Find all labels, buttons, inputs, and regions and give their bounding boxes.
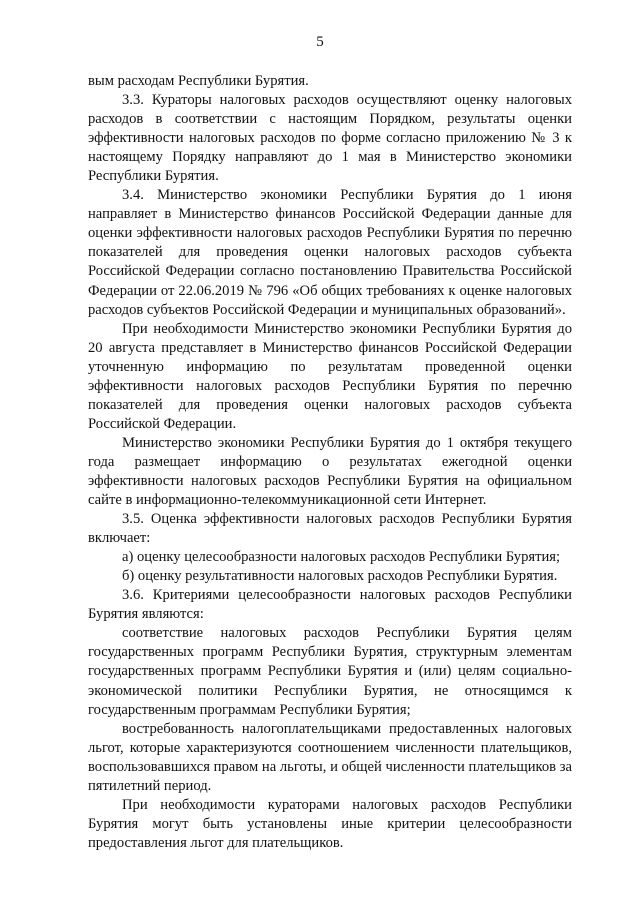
list-item-a: а) оценку целесообразности налоговых расходов Республики Бурятия; (122, 549, 561, 566)
document-body (88, 72, 572, 853)
paragraph-3-3: 3.3. Кураторы налоговых расходов осуществляют оценку налоговых расходов в соответствии с настоящим Порядком, результаты оценки эффективности налоговых расходов по форме согласно приложению № 3 к настоящему Порядку направляют до 1 мая в Министерство экономики Республики Бурятия. (88, 92, 572, 185)
criterion-demand: востребованность налогоплательщиками предоставленных налоговых льгот, которые характеризуются соотношением численности плательщиков, воспользовавшихся правом на льготы, и общей численности плательщиков за пятилетний период. (88, 720, 572, 794)
paragraph-3-5: 3.5. Оценка эффективности налоговых расходов Республики Бурятия включает: (88, 511, 572, 547)
paragraph-3-6: 3.6. Критериями целесообразности налоговых расходов Республики Бурятия являются: (88, 587, 572, 623)
paragraph-other-criteria: При необходимости кураторами налоговых расходов Республики Бурятия могут быть установлены иные критерии целесообразности предоставления льгот для плательщиков. (88, 796, 572, 851)
paragraph-clarification: При необходимости Министерство экономики Республики Бурятия до 20 августа представляет в Министерство финансов Российской Федерации уточненную информацию по результатам проведенной оценки эффективности налоговых расходов Республики Бурятия по перечню показателей для проведения оценки налоговых расходов субъекта Российской Федерации. (88, 320, 572, 432)
paragraph-publication: Министерство экономики Республики Бурятия до 1 октября текущего года размещает информацию о результатах ежегодной оценки эффективности налоговых расходов Республики Бурятия на официальном сайте в информационно-телекоммуникационной сети Интернет. (88, 434, 572, 509)
criterion-goals: соответствие налоговых расходов Республики Бурятия целям государственных программ Республики Бурятия, структурным элементам государственных программ Республики Бурятия и (или) целям социально-экономической политики Республики Бурятия, не относящимся к государственным программам Республики Бурятия; (88, 625, 572, 718)
page-number: 5 (316, 34, 324, 50)
list-item-b: б) оценку результативности налоговых расходов Республики Бурятия. (122, 568, 558, 585)
paragraph-continuation: вым расходам Республики Бурятия. (88, 73, 309, 89)
paragraph-3-4: 3.4. Министерство экономики Республики Бурятия до 1 июня направляет в Министерство финансов Российской Федерации данные для оценки эффективности налоговых расходов Республики Бурятия по перечню показателей для проведения оценки налоговых расходов субъекта Российской Федерации согласно постановлению Правительства Российской Федерации от 22.06.2019 № 796 «Об общих требованиях к оценке налоговых расходов субъектов Российской Федерации и муниципальных образований». (88, 187, 572, 318)
